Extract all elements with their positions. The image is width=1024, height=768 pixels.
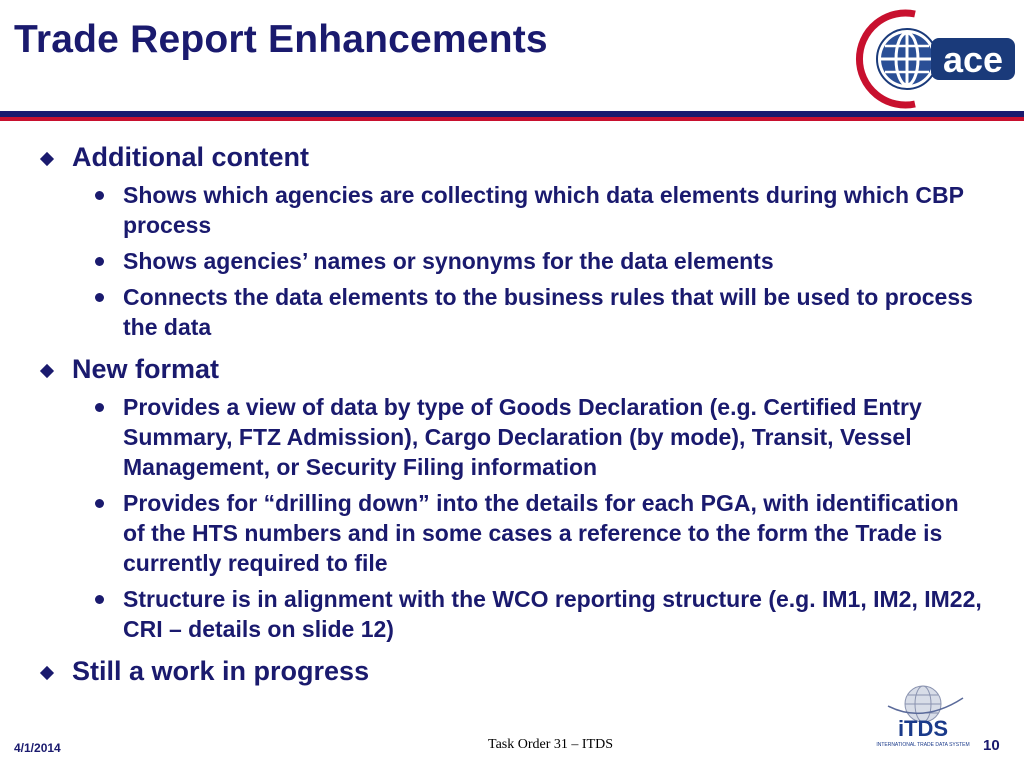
bullet-text: Shows which agencies are collecting which data elements during which CBP process bbox=[123, 182, 964, 238]
bullet-text: Provides a view of data by type of Goods Declaration (e.g. Certified Entry Summary, FTZ Admission), Cargo Declaration (by mode), Transit, Vessel Management, or Security Filing information bbox=[123, 394, 922, 480]
bullet-item bbox=[0, 584, 1024, 644]
ace-logo-text: ace bbox=[942, 39, 1004, 80]
bullet-text: Provides for “drilling down” into the details for each PGA, with identification of the HTS numbers and in some cases a reference to the form the Trade is currently required to file bbox=[123, 490, 959, 576]
bullet-item bbox=[0, 392, 1024, 482]
page-number: 10 bbox=[983, 737, 1000, 754]
dot-bullet-icon bbox=[95, 595, 104, 604]
dot-bullet-icon bbox=[95, 499, 104, 508]
itds-logo-subtext: INTERNATIONAL TRADE DATA SYSTEM bbox=[876, 742, 970, 748]
diamond-bullet-icon bbox=[40, 152, 54, 166]
bullet-item bbox=[0, 246, 1024, 276]
footer-date: 4/1/2014 bbox=[14, 741, 61, 755]
bullet-text: Structure is in alignment with the WCO reporting structure (e.g. IM1, IM2, IM22, CRI – details on slide 12) bbox=[123, 586, 982, 642]
section-heading bbox=[0, 140, 1024, 174]
footer-task-order: Task Order 31 – ITDS bbox=[488, 737, 613, 752]
diamond-bullet-icon bbox=[40, 364, 54, 378]
itds-logo bbox=[868, 684, 978, 750]
bullet-item bbox=[0, 180, 1024, 240]
dot-bullet-icon bbox=[95, 293, 104, 302]
dot-bullet-icon bbox=[95, 403, 104, 412]
dot-bullet-icon bbox=[95, 257, 104, 266]
section-heading bbox=[0, 352, 1024, 386]
section-heading-text: Additional content bbox=[72, 142, 309, 172]
bullet-text: Shows agencies’ names or synonyms for the data elements bbox=[123, 248, 774, 274]
slide-body bbox=[0, 140, 1024, 688]
bullet-item bbox=[0, 488, 1024, 578]
diamond-bullet-icon bbox=[40, 666, 54, 680]
bullet-text: Connects the data elements to the business rules that will be used to process the data bbox=[123, 284, 973, 340]
section-heading bbox=[0, 654, 1024, 688]
header-rule-red bbox=[0, 117, 1024, 121]
bullet-item bbox=[0, 282, 1024, 342]
ace-logo bbox=[845, 8, 1020, 110]
itds-logo-text: iTDS bbox=[897, 716, 949, 741]
section-heading-text: Still a work in progress bbox=[72, 656, 370, 686]
slide-title: Trade Report Enhancements bbox=[14, 18, 548, 61]
section-heading-text: New format bbox=[72, 354, 220, 384]
dot-bullet-icon bbox=[95, 191, 104, 200]
